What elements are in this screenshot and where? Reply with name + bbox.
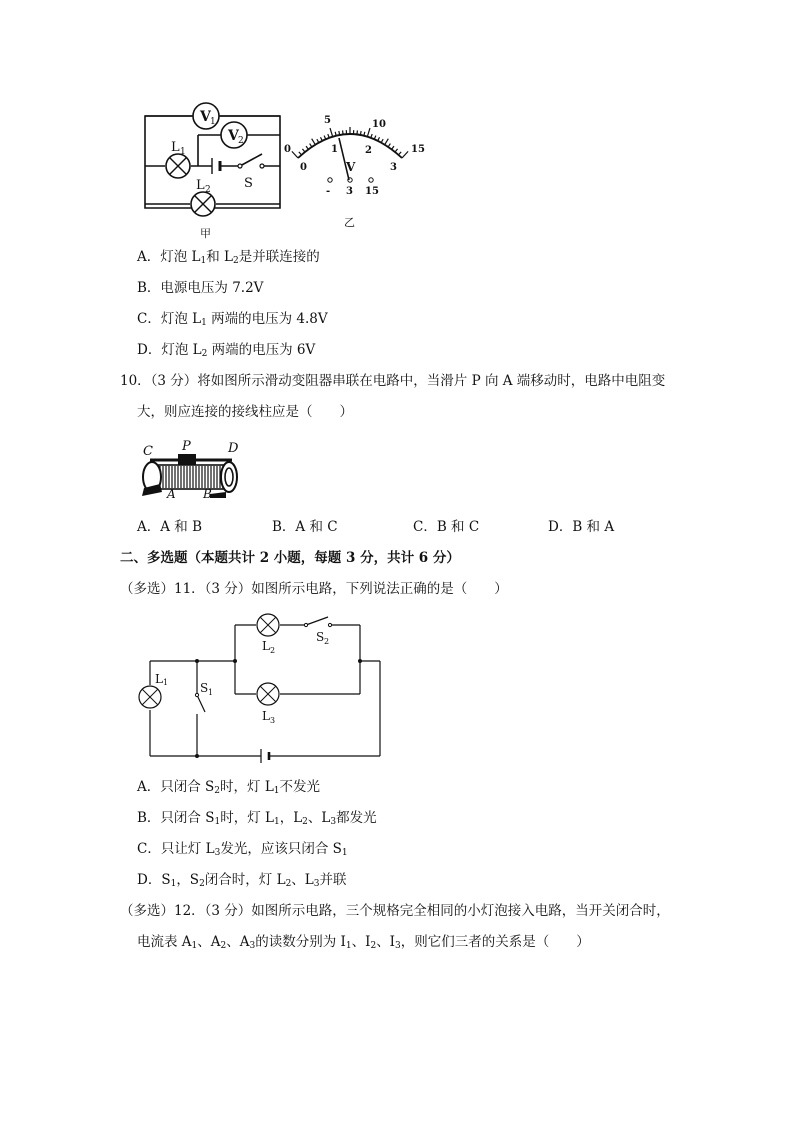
dial-bottom-tick-2: 2 [365, 145, 372, 156]
svg-text:2: 2 [238, 136, 244, 146]
dial-top-tick-10: 10 [372, 119, 386, 130]
q11-option-c: C．只让灯 $L_3$发光，应该只闭合 $S_1$ [137, 841, 348, 858]
dial-bottom-tick-0: 0 [300, 162, 307, 173]
switch-label-s: S [244, 176, 253, 191]
lamp-l2 [257, 614, 279, 636]
terminal-3: 3 [346, 186, 353, 197]
svg-text:V: V [200, 109, 211, 125]
rheostat-label-a: A [167, 487, 176, 501]
q10-option-c: C．B 和 C [413, 519, 480, 535]
rheostat-label-b: B [203, 487, 212, 501]
figure-caption-yi: 乙 [344, 216, 355, 229]
dial-bottom-tick-3: 3 [390, 162, 397, 173]
dial-top-tick-5: 5 [324, 115, 331, 126]
q11-label-s2-sub: 2 [324, 637, 330, 646]
dial-bottom-tick-1: 1 [331, 144, 338, 155]
q11-option-a: A．只闭合 $S_2$时，灯 $L_1$不发光 [137, 779, 321, 796]
q10-option-a: A．A 和 B [137, 519, 203, 535]
q11-stem: （多选）11．（3 分）如图所示电路，下列说法正确的是（ ） [120, 581, 508, 597]
lamp-l1 [139, 686, 161, 708]
svg-text:V: V [228, 128, 239, 144]
q10-stem-line1: 10．（3 分）将如图所示滑动变阻器串联在电路中，当滑片 P 向 A 端移动时，电路中电阻变 [120, 373, 666, 389]
q11-option-b: B．只闭合 $S_1$时，灯 $L_1$，$L_2$、$L_3$都发光 [137, 810, 377, 827]
svg-text:1: 1 [180, 147, 186, 157]
lamp-l3 [257, 683, 279, 705]
terminal-minus: - [326, 186, 331, 197]
q11-label-l1: L [155, 672, 163, 686]
q12-stem-line2: 电流表 $A_1$、$A_2$、$A_3$的读数分别为 $I_1$、$I_2$、$I_3$，则它们三者的关系是（ ） [137, 934, 590, 951]
svg-text:L: L [171, 140, 180, 155]
q9-option-c: C．灯泡 $L_1$ 两端的电压为 4.8V [137, 311, 328, 328]
q10-option-d: D．B 和 A [548, 519, 615, 535]
q11-label-l2-sub: 2 [270, 646, 276, 655]
q11-label-s2: S [316, 630, 325, 644]
rheostat-label-d: D [228, 441, 239, 456]
q11-option-d: D．$S_1$，$S_2$闭合时，灯 $L_2$、$L_3$并联 [137, 872, 347, 889]
q11-label-l2: L [262, 639, 270, 653]
q10-stem-line2: 大，则应连接的接线柱应是（ ） [137, 404, 353, 420]
svg-text:1: 1 [210, 117, 216, 127]
q10-option-b: B．A 和 C [272, 519, 338, 535]
svg-text:L: L [196, 178, 205, 193]
q11-label-l3: L [262, 709, 270, 723]
q11-label-l3-sub: 3 [270, 716, 276, 725]
q9-option-a: A．灯泡 $L_1$和 $L_2$是并联连接的 [137, 249, 320, 266]
q11-label-l1-sub: 1 [163, 678, 169, 687]
dial-unit-v: V [346, 160, 356, 174]
q11-label-s1-sub: 1 [208, 688, 214, 697]
svg-text:2: 2 [205, 185, 211, 195]
rheostat-label-p: P [182, 439, 191, 454]
dial-top-tick-0: 0 [284, 144, 291, 155]
terminal-15: 15 [365, 186, 379, 197]
dial-top-tick-15: 15 [411, 144, 425, 155]
rheostat-label-c: C [143, 444, 153, 459]
figure-caption-jia: 甲 [200, 227, 211, 240]
q12-stem-line1: （多选）12．（3 分）如图所示电路，三个规格完全相同的小灯泡接入电路，当开关闭合时， [120, 903, 670, 919]
q9-option-d: D．灯泡 $L_2$ 两端的电压为 6V [137, 342, 316, 359]
section-heading-multiple-choice: 二、多选题（本题共计 2 小题，每题 3 分，共计 6 分） [120, 550, 460, 566]
q11-label-s1: S [200, 681, 209, 695]
q9-option-b: B．电源电压为 7.2V [137, 280, 264, 296]
